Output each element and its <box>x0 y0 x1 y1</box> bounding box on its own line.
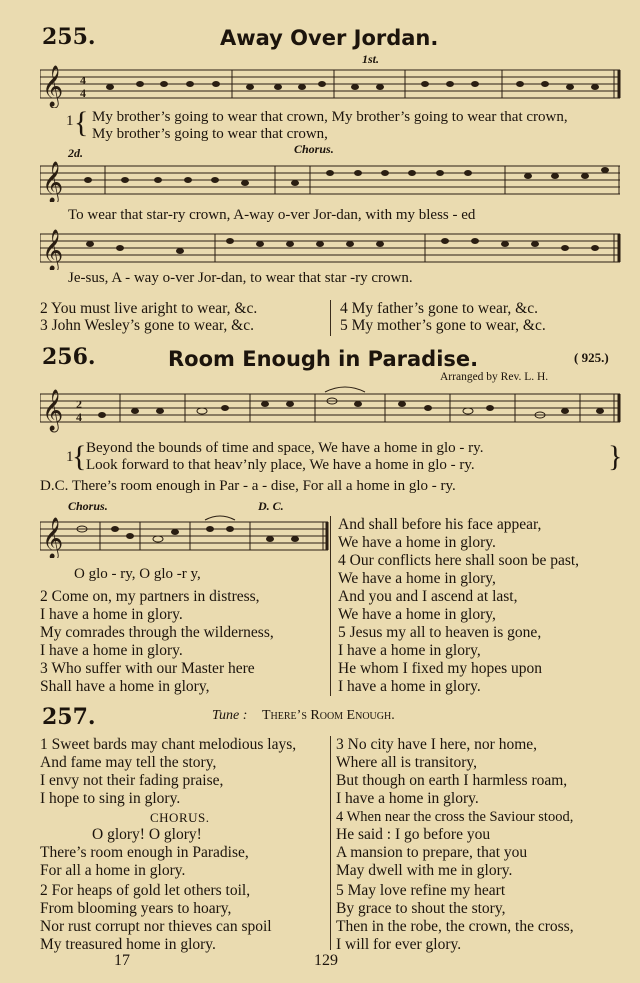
chorus-label: Chorus. <box>68 499 108 513</box>
hymn-title-256: Room Enough in Paradise. <box>168 347 479 371</box>
verse-line: 4 Our conflicts here shall soon be past, <box>338 552 580 569</box>
verse-line: He whom I fixed my hopes upon <box>338 660 543 677</box>
lyric-line: My brother’s going to wear that crown, <box>92 126 328 142</box>
hymn-number-256: 256. <box>42 344 96 370</box>
chorus-lyric-line: O glo - ry, O glo -r y, <box>74 566 201 582</box>
verse-line: I will for ever glory. <box>336 936 462 953</box>
tune-name: There’s Room Enough. <box>262 708 395 723</box>
verse-line: 2 Come on, my partners in distress, <box>40 588 260 605</box>
music-staff-255-c <box>40 226 622 270</box>
svg-text:𝄞: 𝄞 <box>42 390 64 430</box>
verse-line: 4 My father’s gone to wear, &c. <box>340 300 538 317</box>
verse-line: Then in the robe, the crown, the cross, <box>336 918 574 935</box>
verse-line: My comrades through the wilderness, <box>40 624 274 641</box>
verse-line: 1 Sweet bards may chant melodious lays, <box>40 736 297 753</box>
lyric-line: My brother’s going to wear that crown, My brother’s going to wear that crown, <box>92 109 568 125</box>
verse-line: We have a home in glory. <box>338 534 496 551</box>
dc-lyric-line: D.C. There’s room enough in Par - a - dise, For all a home in glo - ry. <box>40 478 456 494</box>
verse-line: I have a home in glory, <box>338 642 481 659</box>
second-ending-label: 2d. <box>68 146 83 160</box>
music-staff-256-chorus <box>40 512 330 558</box>
tune-label: Tune : <box>212 708 248 723</box>
lyric-line: Beyond the bounds of time and space, We have a home in glo - ry. <box>86 440 484 456</box>
page-number: 129 <box>314 952 338 969</box>
hymn-reference: ( 925.) <box>574 350 609 365</box>
verse-line: We have a home in glory, <box>338 570 496 587</box>
verse-line: May dwell with me in glory. <box>336 862 513 879</box>
verse-line: 5 Jesus my all to heaven is gone, <box>338 624 542 641</box>
svg-text:𝄞: 𝄞 <box>42 518 64 558</box>
verse-line: And you and I ascend at last, <box>338 588 518 605</box>
verse-line: But though on earth I harmless roam, <box>336 772 568 789</box>
verse-line: 3 Who suffer with our Master here <box>40 660 255 677</box>
verse-line: Shall have a home in glory, <box>40 678 210 695</box>
verse-line: 3 No city have I here, nor home, <box>336 736 538 753</box>
hymn-number-257: 257. <box>42 704 96 730</box>
verse-line: For all a home in glory. <box>40 862 186 879</box>
verse-line: A mansion to prepare, that you <box>336 844 528 861</box>
music-staff-255-b <box>40 158 622 202</box>
verse-line: By grace to shout the story, <box>336 900 506 917</box>
brace: } <box>608 440 623 473</box>
svg-text:𝄞: 𝄞 <box>42 230 64 270</box>
verse-line: O glory! O glory! <box>92 826 202 843</box>
column-divider <box>330 516 331 696</box>
music-staff-255-a <box>40 64 622 108</box>
dc-label: D. C. <box>258 499 284 513</box>
verse-line: 4 When near the cross the Saviour stood, <box>336 809 574 825</box>
verse-line: I have a home in glory. <box>336 790 479 807</box>
chorus-lyric-line: To wear that star-ry crown, A-way o-ver Jor-dan, with my bless - ed <box>68 207 476 223</box>
lyric-line: Look forward to that heav’nly place, We have a home in glo - ry. <box>86 457 475 473</box>
hymn-number-255: 255. <box>42 24 96 50</box>
verse-line: 2 For heaps of gold let others toil, <box>40 882 251 899</box>
verse-line: And fame may tell the story, <box>40 754 217 771</box>
signature-mark: 17 <box>114 952 130 969</box>
verse-number: 1 <box>66 449 74 465</box>
svg-text:𝄞: 𝄞 <box>42 162 64 202</box>
verse-line: I have a home in glory. <box>40 606 183 623</box>
verse-line: From blooming years to hoary, <box>40 900 232 917</box>
first-ending-label: 1st. <box>362 52 380 66</box>
verse-line: We have a home in glory, <box>338 606 496 623</box>
music-staff-256 <box>40 384 622 434</box>
svg-text:4: 4 <box>76 410 82 424</box>
verse-line: My treasured home in glory. <box>40 936 216 953</box>
chorus-heading: CHORUS. <box>150 810 210 825</box>
hymn-title-255: Away Over Jordan. <box>220 26 439 50</box>
verse-line: 2 You must live aright to wear, &c. <box>40 300 258 317</box>
verse-line: Where all is transitory, <box>336 754 478 771</box>
verse-line: He said : I go before you <box>336 826 491 843</box>
verse-number: 1 <box>66 113 74 129</box>
svg-text:4: 4 <box>80 86 86 100</box>
svg-text:𝄞: 𝄞 <box>42 66 64 106</box>
column-divider <box>330 300 331 336</box>
verse-line: Nor rust corrupt nor thieves can spoil <box>40 918 272 935</box>
svg-text:2: 2 <box>76 397 82 411</box>
verse-line: 5 My mother’s gone to wear, &c. <box>340 317 546 334</box>
verse-line: 3 John Wesley’s gone to wear, &c. <box>40 317 254 334</box>
chorus-lyric-line: Je-sus, A - way o-ver Jor-dan, to wear that star -ry crown. <box>68 270 413 286</box>
verse-line: I hope to sing in glory. <box>40 790 181 807</box>
brace: { <box>72 440 87 473</box>
chorus-label: Chorus. <box>294 142 334 156</box>
verse-line: 5 May love refine my heart <box>336 882 506 899</box>
verse-line: And shall before his face appear, <box>338 516 542 533</box>
verse-line: I have a home in glory. <box>40 642 183 659</box>
svg-text:4: 4 <box>80 73 86 87</box>
arranger-credit: Arranged by Rev. L. H. <box>440 371 549 383</box>
verse-line: I envy not their fading praise, <box>40 772 224 789</box>
brace: { <box>74 106 89 139</box>
verse-line: I have a home in glory. <box>338 678 481 695</box>
column-divider <box>330 736 331 950</box>
verse-line: There’s room enough in Paradise, <box>40 844 249 861</box>
